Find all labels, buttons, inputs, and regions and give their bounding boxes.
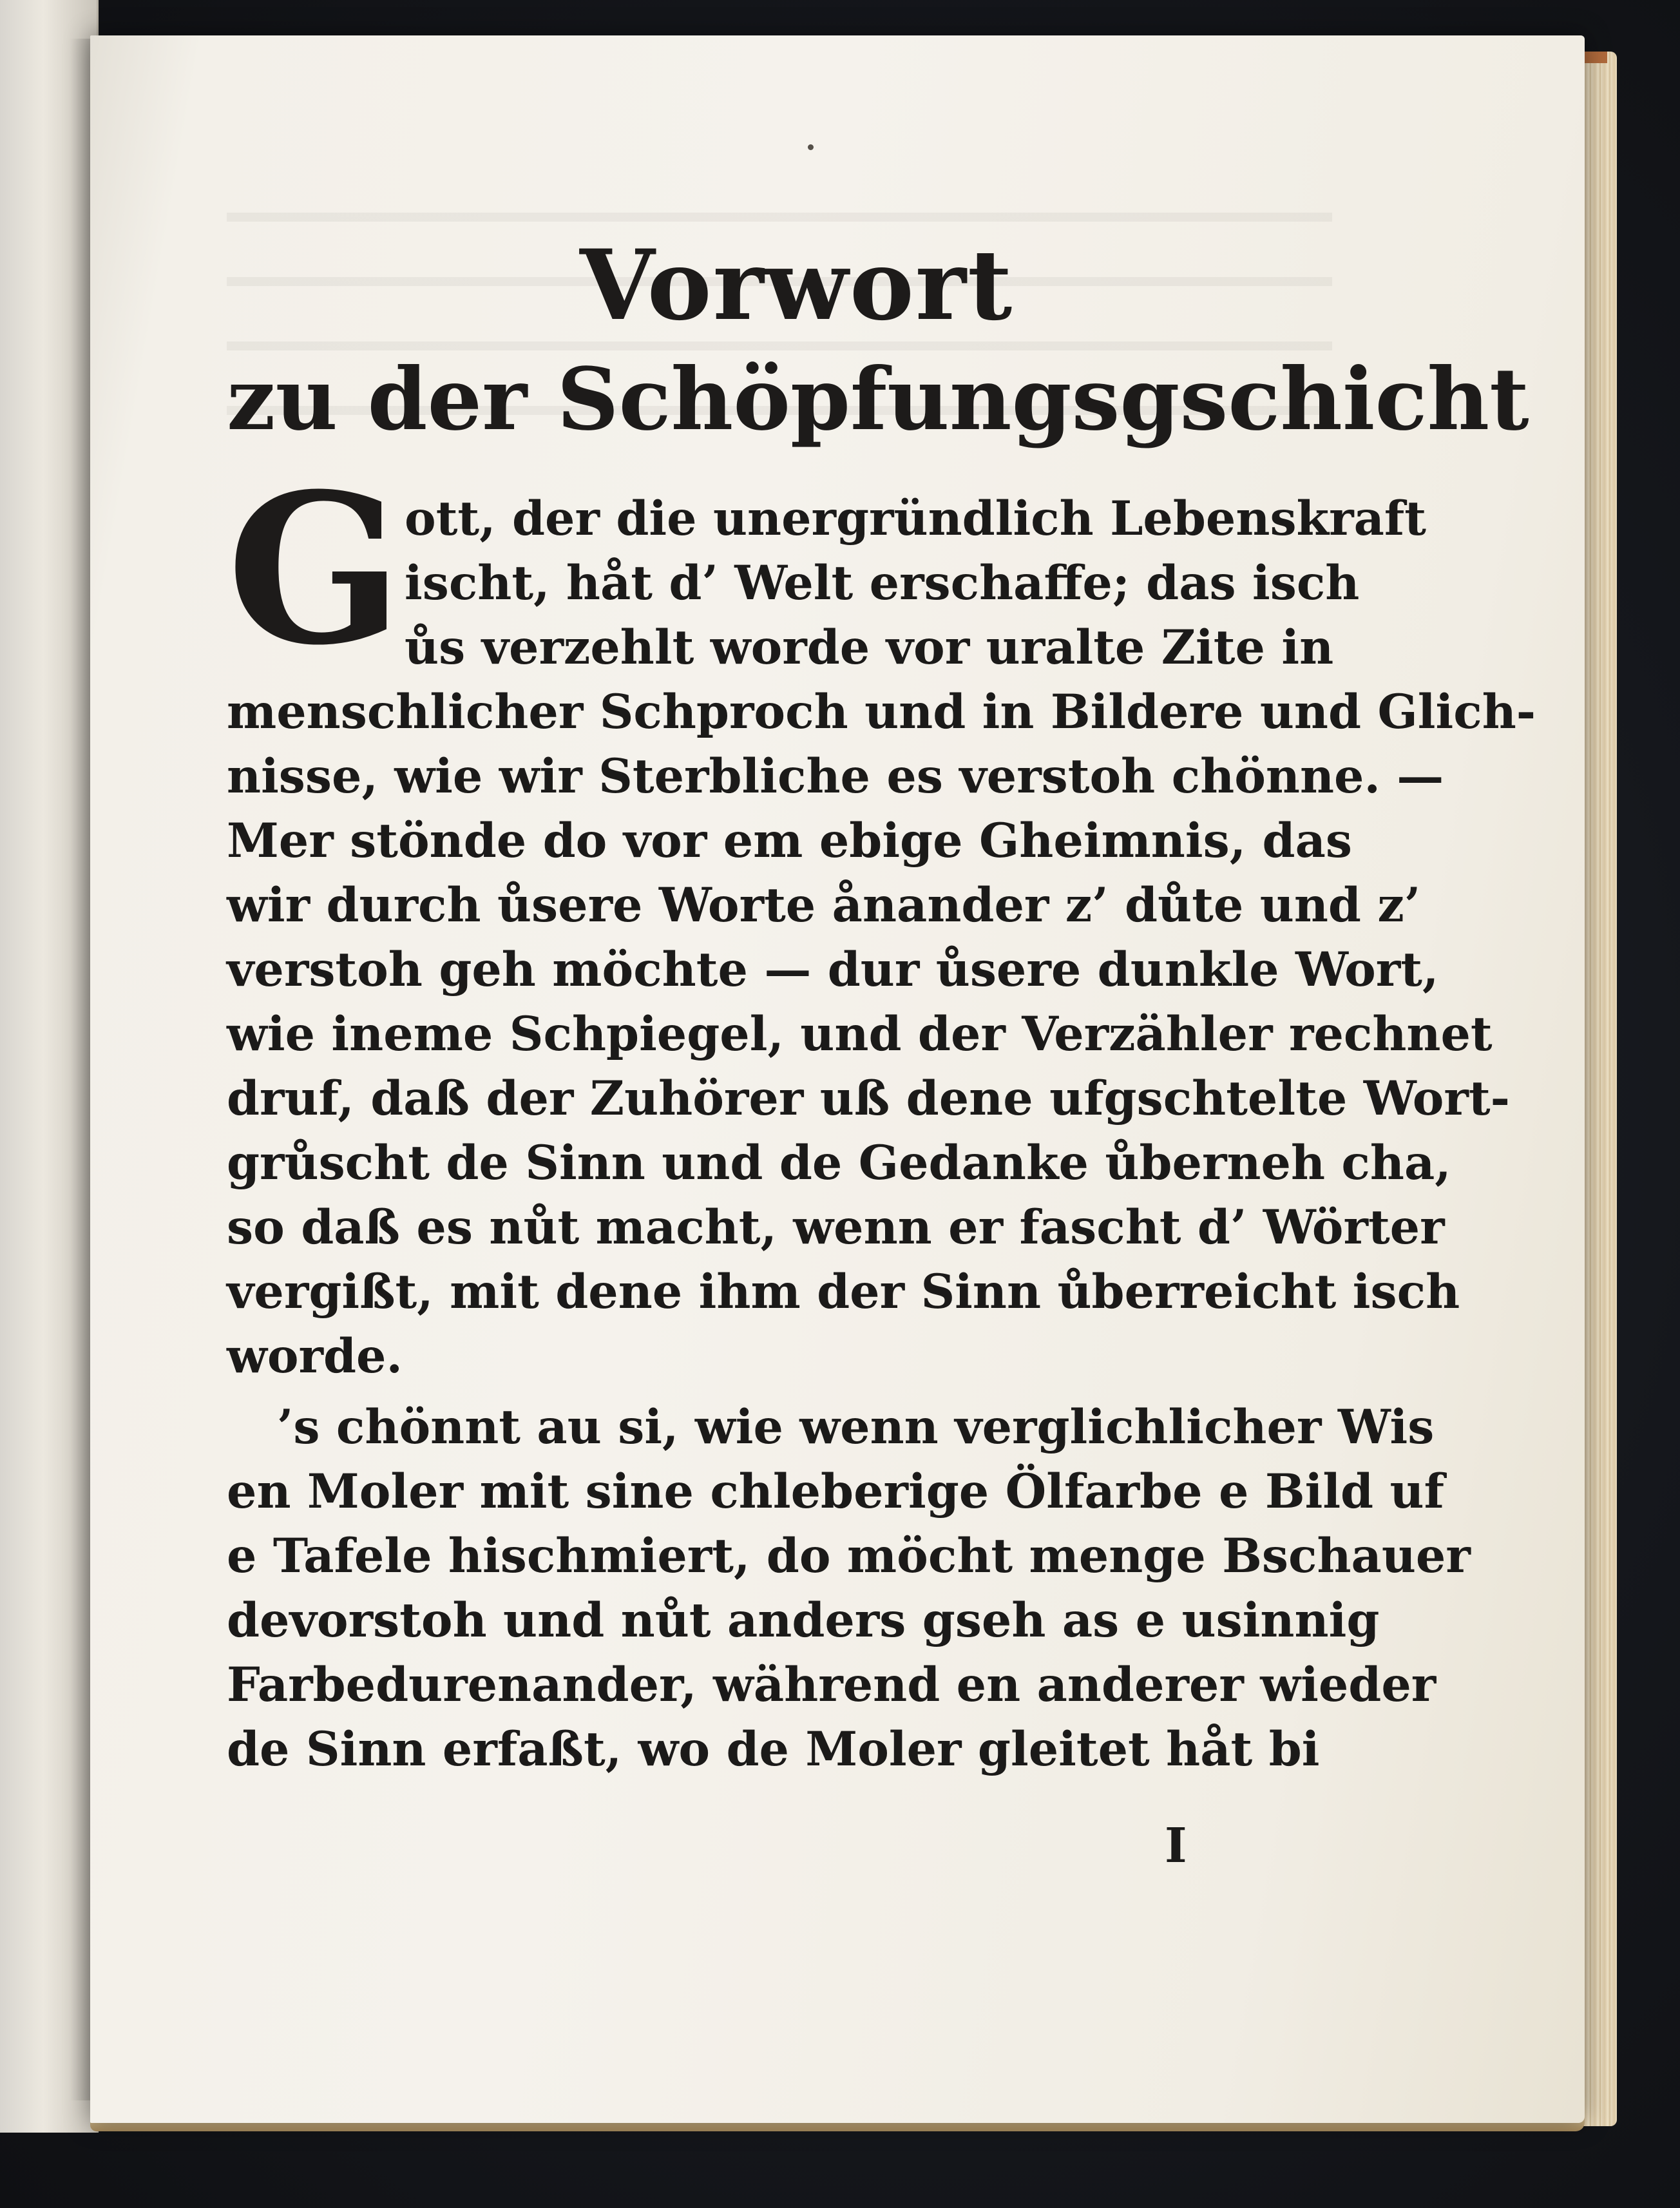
text-line: wie ineme Schpiegel, und der Verzähler rechnet xyxy=(227,1006,1493,1062)
text-line: ischt, håt d’ Welt erschaffe; das isch xyxy=(405,555,1360,611)
text-line: verstoh geh möchte — dur ůsere dunkle Wort, xyxy=(227,942,1439,997)
text-line: ott, der die unergründlich Lebenskraft xyxy=(405,491,1427,546)
text-line: en Moler mit sine chleberige Ölfarbe e Bild uf xyxy=(227,1464,1444,1519)
text-line: menschlicher Schproch und in Bildere und Glich- xyxy=(227,684,1536,740)
page-title: Vorwort xyxy=(580,229,1014,342)
text-line: Farbedurenander, während en anderer wieder xyxy=(227,1657,1437,1713)
text-line: worde. xyxy=(227,1329,403,1384)
text-line: wir durch ůsere Worte ånander z’ důte und z’ xyxy=(227,878,1421,933)
text-line: vergißt, mit dene ihm der Sinn ůberreicht isch xyxy=(227,1264,1460,1320)
page-dot xyxy=(808,144,814,150)
text-line: grůscht de Sinn und de Gedanke ůberneh cha, xyxy=(227,1135,1451,1191)
drop-cap: G xyxy=(227,449,403,691)
text-line: devorstoh und nůt anders gseh as e usinnig xyxy=(227,1593,1380,1648)
red-edge-mark xyxy=(1581,52,1607,63)
text-line: ůs verzehlt worde vor uralte Zite in xyxy=(405,620,1334,675)
page-subtitle: zu der Schöpfungsgschicht xyxy=(227,349,1529,450)
text-line: de Sinn erfaßt, wo de Moler gleitet håt bi xyxy=(227,1722,1320,1777)
text-line: ’s chönnt au si, wie wenn verglichlicher Wis xyxy=(277,1399,1435,1455)
text-line: nisse, wie wir Sterbliche es verstoh chönne. — xyxy=(227,749,1444,804)
page-number: I xyxy=(1165,1818,1187,1874)
text-line: Mer stönde do vor em ebige Gheimnis, das xyxy=(227,813,1352,869)
text-line: e Tafele hischmiert, do möcht menge Bschauer xyxy=(227,1528,1471,1584)
text-line: druf, daß der Zuhörer uß dene ufgschtelte Wort- xyxy=(227,1071,1510,1126)
text-line: so daß es nůt macht, wenn er fascht d’ Wörter xyxy=(227,1200,1445,1255)
